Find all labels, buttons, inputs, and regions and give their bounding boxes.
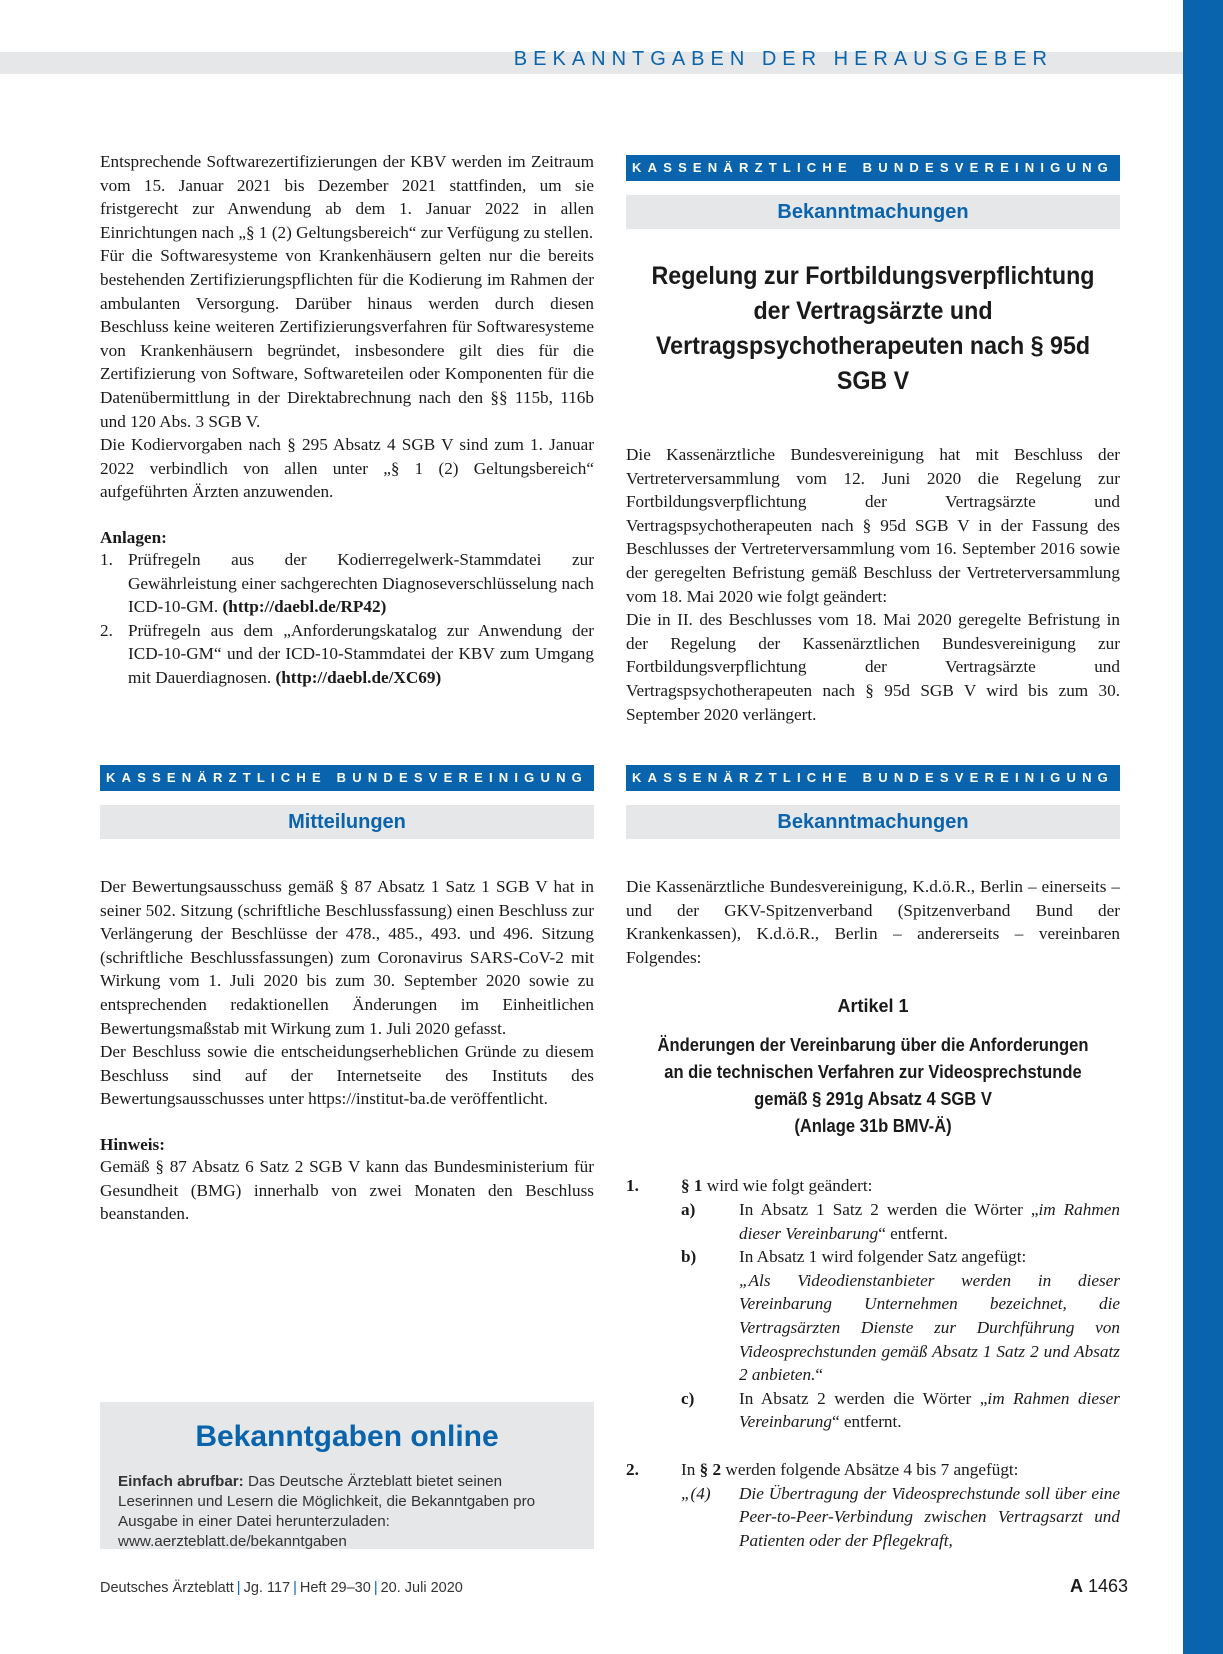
article-headline: Regelung zur Fortbildungsverpflichtung der Vertragsärzte und Vertragspsychotherapeuten nach § 95d SGB V (651, 262, 1095, 395)
sub-item: c) In Absatz 2 werden die Wörter „im Rahmen dieser Vereinbarung“ entfernt. (681, 1388, 1120, 1432)
online-box-text: Einfach abrufbar: Das Deutsche Ärzteblatt bietet seinen Leserinnen und Lesern die Möglichkeit, die Bekanntgaben pro Ausgabe in einer Datei herunterzuladen: www.aerzteblatt.de/bekanntgaben (118, 1473, 536, 1550)
article-number: Artikel 1 (837, 996, 909, 1017)
online-box-title: Bekanntgaben online (195, 1420, 499, 1453)
list-item: 1. § 1 wird wie folgt geändert: (626, 1176, 873, 1196)
subsection-bar: Bekanntmachungen (626, 805, 1120, 839)
link[interactable]: (http://daebl.de/RP42) (222, 597, 387, 617)
side-color-bar (1183, 0, 1223, 1654)
sub-item: b) In Absatz 1 wird folgender Satz angefügt: „Als Videodienstanbieter werden in dieser Vereinbarung Unternehmen bezeichnet, die Vertragsärzten Dienste zur Durchführung von Videosprechstunden gemäß Absatz 1 Satz 2 und Absatz 2 anbieten.“ (681, 1247, 1120, 1385)
left-bottom-column (100, 765, 594, 1226)
paragraph: Für die Softwaresysteme von Krankenhäusern gelten nur die bereits bestehenden Zertifizierungspflichten für die Kodierung im Rahmen der ambulanten Versorgung. Darüber hinaus werden durch diesen Beschluss keine weiteren Zertifizierungsverfahren für Softwaresysteme von Krankenhäusern begründet, insbesondere gilt dies für die Zertifizierung von Software, Softwareteilen oder Komponenten für die Datenübermittlung in der Direktabrechnung nach den §§ 115b, 116b und 120 Abs. 3 SGB V. (100, 246, 594, 431)
right-top-column (626, 155, 1120, 726)
sub-item: „(4) Die Übertragung der Videosprechstunde soll über eine Peer-to-Peer-Verbindung zwischen Vertragsarzt und Patienten oder der Pflegekraft, (681, 1483, 1120, 1550)
paragraph: Gemäß § 87 Absatz 6 Satz 2 SGB V kann das Bundesministerium für Gesundheit (BMG) innerhalb von zwei Monaten den Beschluss beanstanden. (100, 1156, 594, 1224)
list-item: 1. Prüfregeln aus der Kodierregelwerk-Stammdatei zur Gewährleistung einer sachgerechten Diagnoseverschlüsselung nach ICD-10-GM. (http://daebl.de/RP42) (100, 549, 594, 617)
list-item: 2. In § 2 werden folgende Absätze 4 bis 7 angefügt: (626, 1459, 1019, 1479)
right-bottom-column (626, 765, 1120, 1552)
paragraph: Die Kassenärztliche Bundesvereinigung, K.d.ö.R., Berlin – einerseits – und der GKV-Spitzenverband (Spitzenverband Bund der Krankenkassen), K.d.ö.R., Berlin – andererseits – vereinbaren Folgendes: (626, 877, 1120, 967)
article-title: Änderungen der Vereinbarung über die Anforderungen an die technischen Verfahren zur Videosprechstunde gemäß § 291g Absatz 4 SGB V (Anlage 31b BMV-Ä) (657, 1035, 1089, 1137)
subsection-bar: Mitteilungen (100, 805, 594, 839)
subsection-bar: Bekanntmachungen (626, 195, 1120, 229)
page-number: A 1463 (1070, 1576, 1129, 1596)
list-item: 2. Prüfregeln aus dem „Anforderungskatalog zur Anwendung der ICD-10-GM“ und der ICD-10-Stammdatei der KBV zum Umgang mit Dauerdiagnosen. (http://daebl.de/XC69) (100, 620, 594, 687)
paragraph: Die in II. des Beschlusses vom 18. Mai 2020 geregelte Befristung in der Regelung der Kassenärztlichen Bundesvereinigung zur Fortbildungsverpflichtung der Vertragsärzte und Vertragspsychotherapeuten nach § 95d SGB V wird bis zum 30. September 2020 verlängert. (626, 610, 1120, 724)
hinweis-label: Hinweis: (100, 1134, 165, 1154)
footer-citation: Deutsches Ärzteblatt | Jg. 117 | Heft 29–30 | 20. Juli 2020 (100, 1580, 463, 1596)
left-top-column (100, 150, 594, 689)
section-ribbon: KASSENÄRZTLICHE BUNDESVEREINIGUNG (626, 155, 1120, 181)
sub-item: a) In Absatz 1 Satz 2 werden die Wörter „im Rahmen dieser Vereinbarung“ entfernt. (681, 1199, 1120, 1243)
paragraph: Der Beschluss sowie die entscheidungserheblichen Gründe zu diesem Beschluss sind auf der Internetseite des Instituts des Bewertungsausschusses unter https://institut-ba.de veröffentlicht. (100, 1042, 594, 1109)
anlagen-label: Anlagen: (100, 527, 167, 547)
section-ribbon: KASSENÄRZTLICHE BUNDESVEREINIGUNG (100, 765, 594, 791)
paragraph: Die Kassenärztliche Bundesvereinigung hat mit Beschluss der Vertreterversammlung vom 12. Juni 2020 die Regelung zur Fortbildungsverpflichtung der Vertragsärzte und Vertragspsychotherapeuten nach § 95d SGB V in der Fassung des Beschlusses der Vertreterversammlung vom 16. September 2016 sowie der geregelten Befristung gemäß Beschluss der Vertreterversammlung vom 18. Mai 2020 wie folgt geändert: (626, 445, 1120, 606)
paragraph: Entsprechende Softwarezertifizierungen der KBV werden im Zeitraum vom 15. Januar 2021 bis Dezember 2021 stattfinden, um sie fristgerecht zur Anwendung ab dem 1. Januar 2022 in allen Einrichtungen nach „§ 1 (2) Geltungsbereich“ zur Verfügung zu stellen. (100, 152, 594, 242)
anlagen-list (100, 548, 594, 690)
paragraph: Der Bewertungsausschuss gemäß § 87 Absatz 1 Satz 1 SGB V hat in seiner 502. Sitzung (schriftliche Beschlussfassung) einen Beschluss zur Verlängerung der Beschlüsse der 478., 485., 493. und 496. Sitzung (schriftliche Beschlussfassungen) zum Coronavirus SARS-CoV-2 mit Wirkung vom 1. Juli 2020 bis zum 30. September 2020 sowie zu entsprechenden redaktionellen Änderungen im Einheitlichen Bewertungsmaßstab mit Wirkung zum 1. Juli 2020 gefasst. (100, 877, 594, 1038)
section-title: BEKANNTGABEN DER HERAUSGEBER (513, 48, 1053, 70)
online-info-box (100, 1402, 594, 1549)
paragraph: Die Kodiervorgaben nach § 295 Absatz 4 SGB V sind zum 1. Januar 2022 verbindlich von allen unter „§ 1 (2) Geltungsbereich“ aufgeführten Ärzten anzuwenden. (100, 435, 594, 502)
link[interactable]: (http://daebl.de/XC69) (275, 667, 442, 687)
section-ribbon: KASSENÄRZTLICHE BUNDESVEREINIGUNG (626, 765, 1120, 791)
